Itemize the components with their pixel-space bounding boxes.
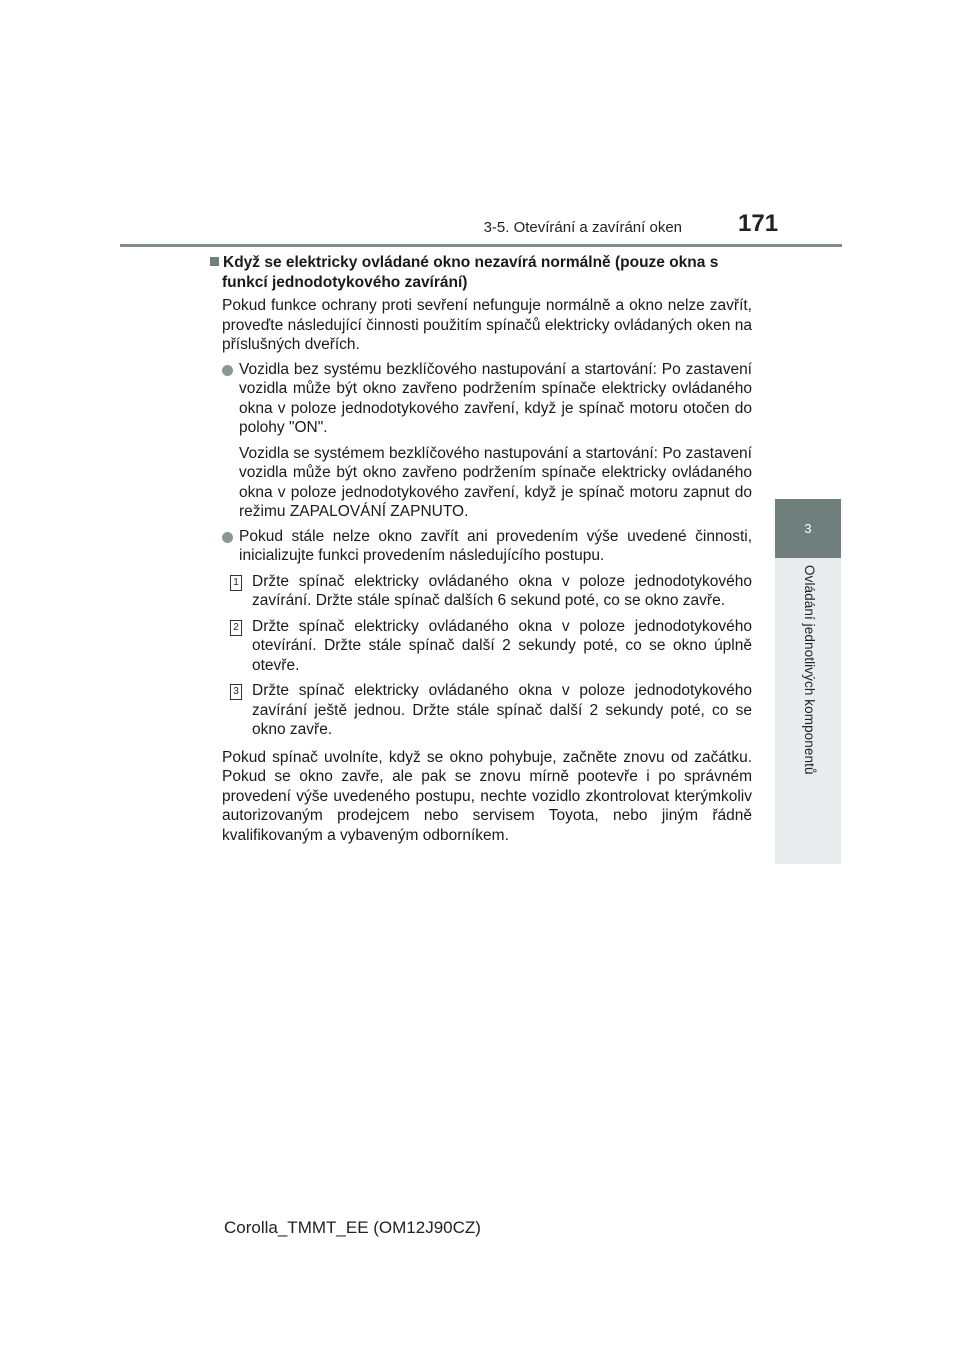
step-text: Držte spínač elektricky ovládaného okna v poloze jednodotykového zavírání. Držte stále spínač dalších 6 sekund poté, co se okno zavře. [252,572,752,609]
circle-bullet-icon [222,365,233,376]
step-number-box: 2 [230,620,242,636]
main-content [222,253,752,845]
bullet-item [222,527,752,566]
step-item [222,681,752,740]
section-heading [222,253,752,292]
chapter-label: Ovládání jednotlivých komponentů [802,565,817,775]
step-text: Držte spínač elektricky ovládaného okna v poloze jednodotykového zavírání ještě jednou. Držte stále spínač další 2 sekundy poté, co se okno zavře. [252,682,752,738]
header-divider [120,244,842,247]
bullet-text: Pokud stále nelze okno zavřít ani provedením výše uvedené činnosti, inicializujte funkci provedením následujícího postupu. [239,527,752,564]
document-id: Corolla_TMMT_EE (OM12J90CZ) [224,1218,481,1237]
chapter-tab [775,499,841,558]
square-bullet-icon [210,257,219,266]
page-number: 171 [738,210,779,237]
bullet-subparagraph: Vozidla se systémem bezklíčového nastupování a startování: Po zastavení vozidla může být okno zavřeno podržením spínače elektricky ovládaného okna v poloze jednodotykového zavření, když je spínač motoru zapnut do režimu ZAPALOVÁNÍ ZAPNUTO. [239,444,752,520]
bullet-item [222,360,752,438]
section-title: 3-5. Otevírání a zavírání oken [483,219,682,236]
section-heading-text: Když se elektricky ovládané okno nezavírá normálně (pouze okna s funkcí jednodotykového zavírání) [222,254,719,291]
chapter-number: 3 [804,521,812,536]
step-number-box: 1 [230,575,242,591]
bullet-text: Vozidla bez systému bezklíčového nastupování a startování: Po zastavení vozidla může být okno zavřeno podržením spínače elektricky ovládaného okna v poloze jednodotykového zavření, když je spínač motoru otočen do polohy "ON". [239,360,752,436]
step-item [222,572,752,611]
step-number-box: 3 [230,684,242,700]
circle-bullet-icon [222,532,233,543]
step-text: Držte spínač elektricky ovládaného okna v poloze jednodotykového otevírání. Držte stále spínač další 2 sekundy poté, co se okno úplně otevře. [252,617,752,674]
intro-paragraph: Pokud funkce ochrany proti sevření nefunguje normálně a okno nelze zavřít, proveďte následující činnosti použitím spínačů elektricky ovládaných oken na příslušných dveřích. [222,297,752,353]
step-item [222,617,752,676]
closing-paragraph: Pokud spínač uvolníte, když se okno pohybuje, začněte znovu od začátku. Pokud se okno zavře, ale pak se znovu mírně pootevře i po správném provedení výše uvedeného postupu, nechte vozidlo zkontrolovat kterýmkoliv autorizovaným prodejcem nebo servisem Toyota, nebo jiným řádně kvalifikovaným a vybaveným odborníkem. [222,748,752,844]
